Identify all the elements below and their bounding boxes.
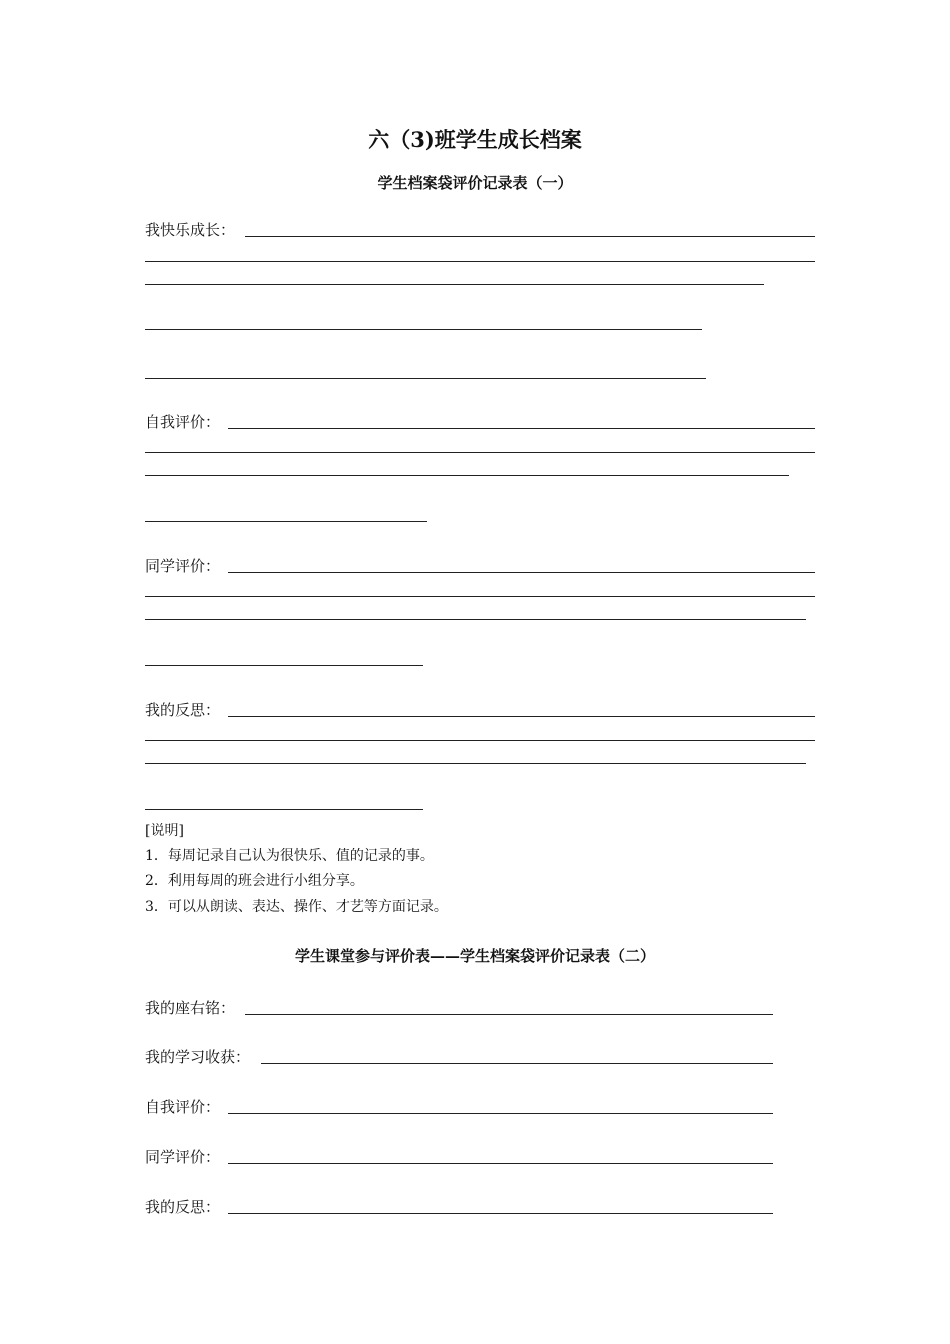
write-line[interactable]	[228, 572, 815, 573]
note-item: 1．每周记录自己认为很快乐、值的记录的事。	[145, 848, 434, 864]
write-line[interactable]	[145, 261, 815, 262]
table2-title: 学生课堂参与评价表——学生档案袋评价记录表（二）	[294, 947, 655, 965]
write-line[interactable]	[228, 428, 815, 429]
write-line[interactable]	[228, 1113, 773, 1114]
write-line[interactable]	[145, 378, 706, 379]
write-line[interactable]	[145, 665, 423, 666]
write-line[interactable]	[145, 596, 815, 597]
write-line[interactable]	[145, 452, 815, 453]
write-line[interactable]	[228, 1163, 773, 1164]
field-label-learning-gains: 我的学习收获：	[145, 1048, 251, 1066]
note-item: 2．利用每周的班会进行小组分享。	[145, 873, 364, 889]
field-label-peer-evaluation: 同学评价：	[145, 1148, 221, 1166]
write-line[interactable]	[145, 740, 815, 741]
write-line[interactable]	[145, 619, 806, 620]
section-label-peer-evaluation: 同学评价：	[145, 557, 221, 575]
write-line[interactable]	[145, 521, 427, 522]
write-line[interactable]	[145, 809, 423, 810]
write-line[interactable]	[245, 1014, 773, 1015]
write-line[interactable]	[228, 716, 815, 717]
write-line[interactable]	[145, 329, 702, 330]
table1-title: 学生档案袋评价记录表（一）	[377, 174, 573, 192]
field-label-self-evaluation: 自我评价：	[145, 1098, 221, 1116]
notes-heading: [说明]	[145, 823, 184, 839]
section-label-self-evaluation: 自我评价：	[145, 413, 221, 431]
section-label-reflection: 我的反思：	[145, 701, 221, 719]
write-line[interactable]	[245, 236, 815, 237]
write-line[interactable]	[145, 763, 806, 764]
write-line[interactable]	[261, 1063, 773, 1064]
field-label-motto: 我的座右铭：	[145, 999, 236, 1017]
note-item: 3．可以从朗读、表达、操作、才艺等方面记录。	[145, 899, 448, 915]
write-line[interactable]	[145, 284, 764, 285]
write-line[interactable]	[145, 475, 789, 476]
page-title: 六（3)班学生成长档案	[368, 127, 582, 152]
section-label-happy-growth: 我快乐成长：	[145, 221, 236, 239]
write-line[interactable]	[228, 1213, 773, 1214]
field-label-reflection: 我的反思：	[145, 1198, 221, 1216]
